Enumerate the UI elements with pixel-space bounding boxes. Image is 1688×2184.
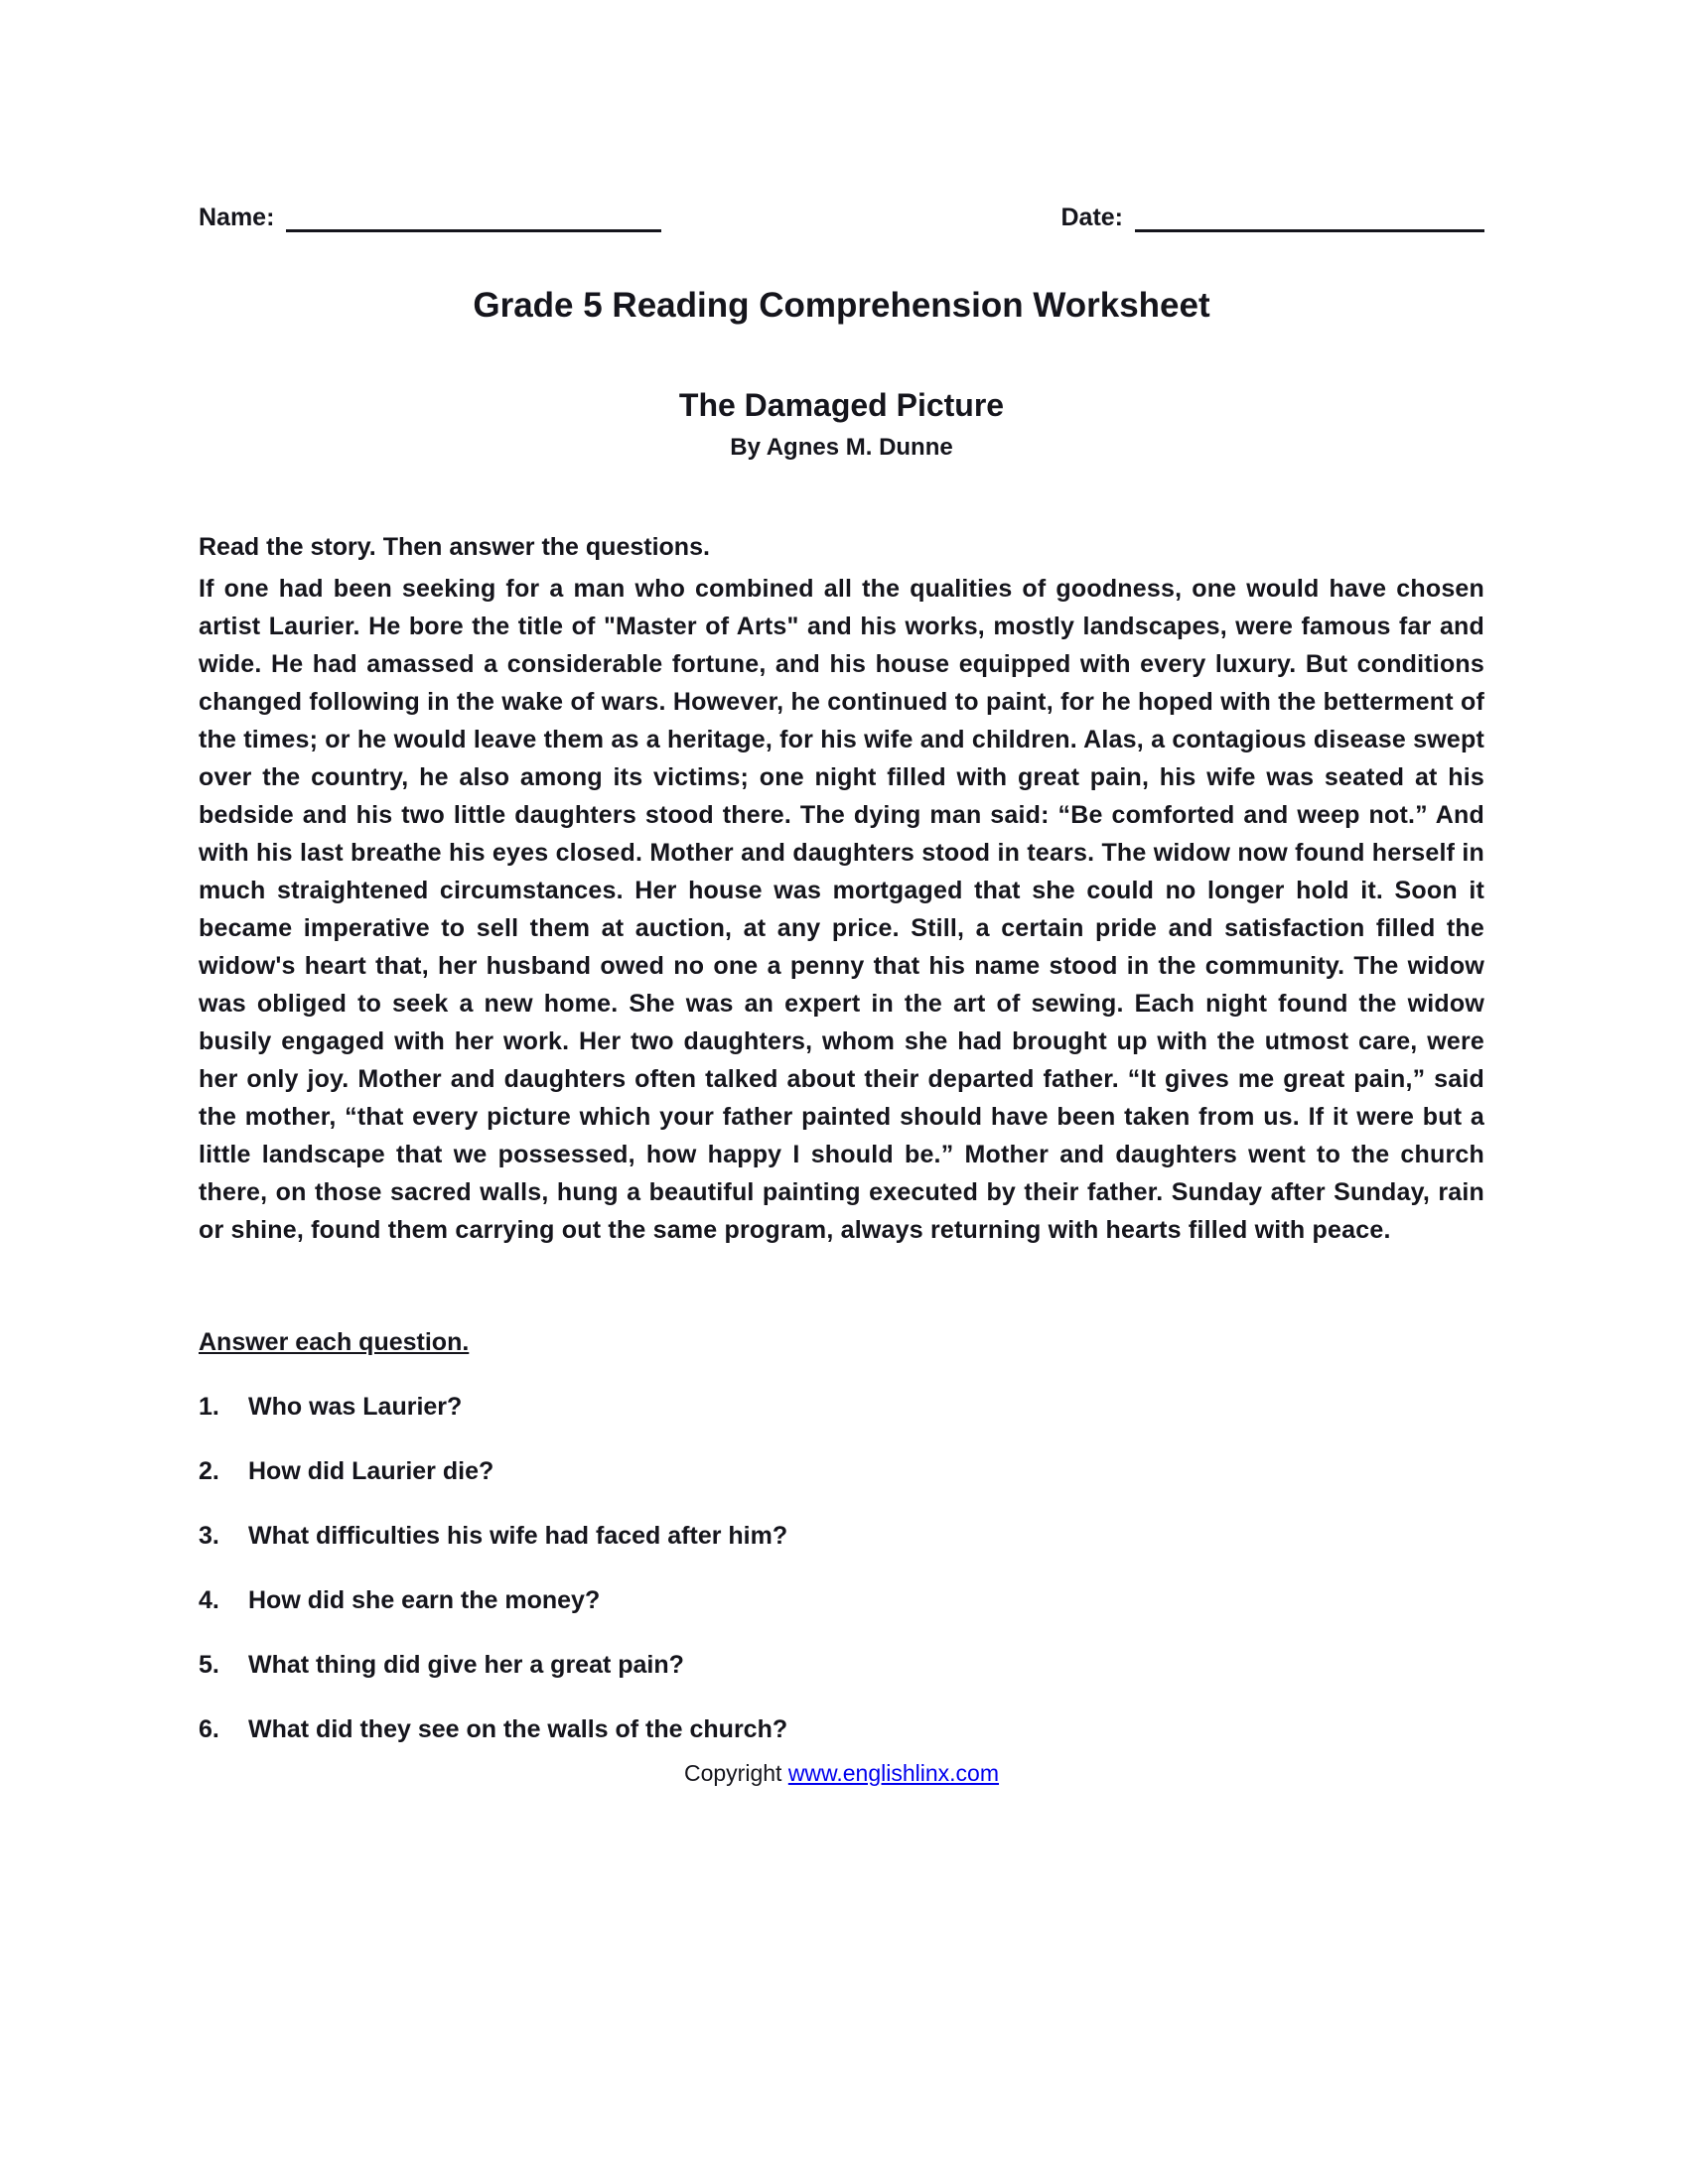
answer-section-heading: Answer each question. bbox=[199, 1328, 470, 1356]
question-text: What thing did give her a great pain? bbox=[248, 1651, 684, 1679]
instruction-text: Read the story. Then answer the questions. bbox=[199, 533, 710, 561]
question-number: 6. bbox=[199, 1715, 219, 1743]
question-number: 5. bbox=[199, 1651, 219, 1679]
question-item bbox=[199, 1457, 1484, 1486]
question-number: 3. bbox=[199, 1522, 219, 1550]
name-date-row bbox=[199, 204, 1484, 232]
story-paragraph: If one had been seeking for a man who combined all the qualities of goodness, one would have chosen artist Laurier. He bore the title of "Master of Arts" and his works, mostly landscapes, were famous far and wide. He had amassed a considerable fortune, and his house equipped with every luxury. But conditions changed following in the wake of wars. However, he continued to paint, for he hoped with the betterment of the times; or he would leave them as a heritage, for his wife and children. Alas, a contagious disease swept over the country, he also among its victims; one night filled with great pain, his wife was seated at his bedside and his two little daughters stood there. The dying man said: “Be comforted and weep not.” And with his last breathe his eyes closed. Mother and daughters stood in tears. The widow now found herself in much straightened circumstances. Her house was mortgaged that she could no longer hold it. Soon it became imperative to sell them at auction, at any price. Still, a certain pride and satisfaction filled the widow's heart that, her husband owed no one a penny that his name stood in the community. The widow was obliged to seek a new home. She was an expert in the art of sewing. Each night found the widow busily engaged with her work. Her two daughters, whom she had brought up with the utmost care, were her only joy. Mother and daughters often talked about their departed father. “It gives me great pain,” said the mother, “that every picture which your father painted should have been taken from us. If it were but a little landscape that we possessed, how happy I should be.” Mother and daughters went to the church there, on those sacred walls, hung a beautiful painting executed by their father. Sunday after Sunday, rain or shine, found them carrying out the same program, always returning with hearts filled with peace. bbox=[199, 575, 1484, 1244]
worksheet-title: Grade 5 Reading Comprehension Worksheet bbox=[473, 286, 1210, 325]
date-label: Date: bbox=[1060, 204, 1123, 231]
englishlinx-link[interactable]: www.englishlinx.com bbox=[787, 1760, 1000, 1786]
question-item bbox=[199, 1586, 1484, 1615]
name-label: Name: bbox=[199, 204, 275, 231]
footer-copyright bbox=[199, 1760, 1484, 1787]
question-item bbox=[199, 1715, 1484, 1744]
question-text: How did Laurier die? bbox=[248, 1457, 494, 1485]
question-item bbox=[199, 1393, 1484, 1422]
questions-list bbox=[199, 1393, 1484, 1744]
name-field-group bbox=[199, 204, 661, 232]
question-text: What difficulties his wife had faced after him? bbox=[248, 1522, 788, 1550]
date-field-group bbox=[1060, 204, 1484, 232]
question-item bbox=[199, 1651, 1484, 1680]
name-fill-line bbox=[286, 205, 661, 232]
question-text: Who was Laurier? bbox=[248, 1393, 463, 1421]
story-title: The Damaged Picture bbox=[678, 387, 1005, 423]
question-number: 2. bbox=[199, 1457, 219, 1485]
question-item bbox=[199, 1522, 1484, 1551]
story-byline: By Agnes M. Dunne bbox=[730, 434, 953, 461]
copyright-text: Copyright bbox=[683, 1760, 788, 1786]
question-text: What did they see on the walls of the church? bbox=[248, 1715, 788, 1743]
question-number: 1. bbox=[199, 1393, 219, 1421]
question-text: How did she earn the money? bbox=[248, 1586, 601, 1614]
question-number: 4. bbox=[199, 1586, 219, 1614]
date-fill-line bbox=[1135, 205, 1484, 232]
